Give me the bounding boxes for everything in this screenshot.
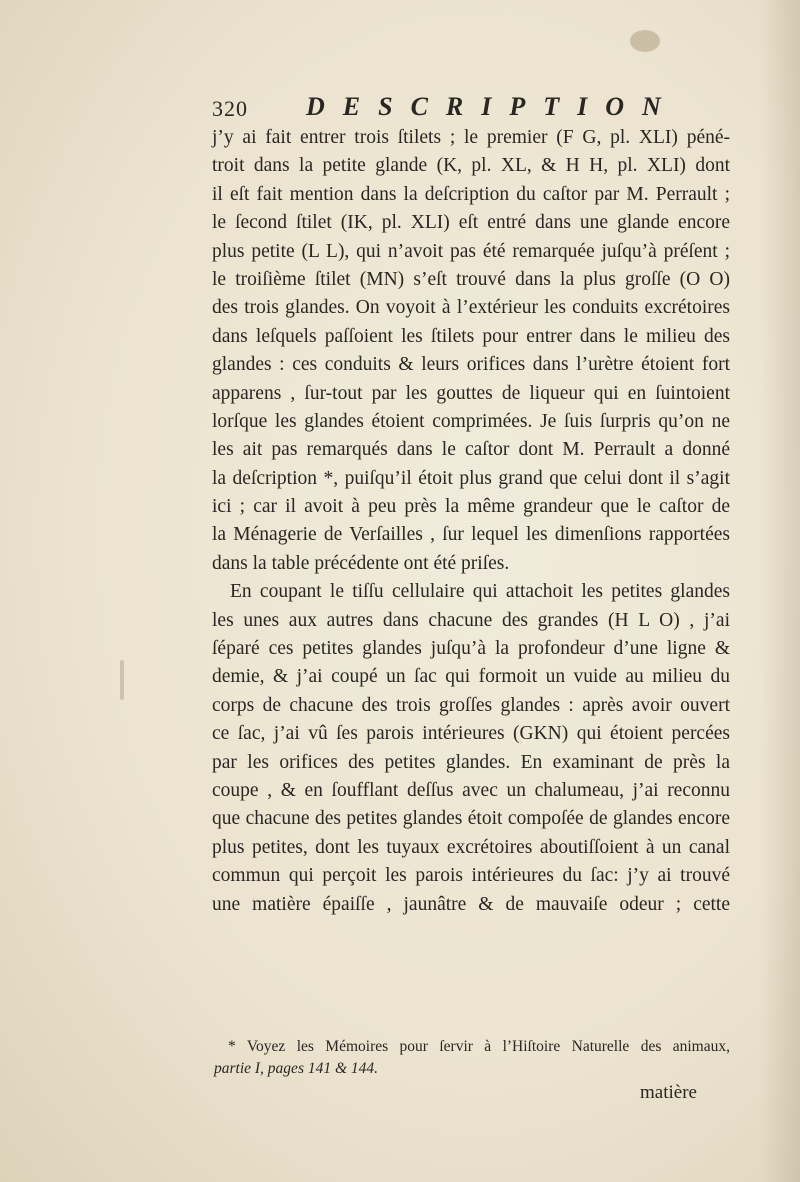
text-line: plus petites, dont les tuyaux excrétoires aboutiſſoient à un canal <box>212 836 730 858</box>
text-line: ce ſac, j’ai vû ſes parois intérieures (GKN) qui étoient percées <box>212 723 730 745</box>
text-line: les ait pas remarqués dans le caſtor dont M. Perrault a donné <box>212 439 730 461</box>
text-line: apparens , ſur-tout par les gouttes de liqueur qui en ſuintoient <box>212 382 730 404</box>
text-line: il eſt fait mention dans la deſcription du caſtor par M. Perrault ; <box>212 183 730 205</box>
text-line: corps de chacune des trois groſſes glandes : après avoir ouvert <box>212 694 730 716</box>
footnote <box>214 1036 730 1080</box>
text-line: j’y ai fait entrer trois ſtilets ; le premier (F G, pl. XLI) péné- <box>212 127 730 148</box>
text-line: coupe , & en ſoufflant deſſus avec un chalumeau, j’ai reconnu <box>212 779 730 801</box>
text-line: glandes : ces conduits & leurs orifices dans l’urètre étoient fort <box>212 354 730 376</box>
paper-stain <box>630 30 660 52</box>
text-line: demie, & j’ai coupé un ſac qui formoit un vuide au milieu du <box>212 666 730 688</box>
page-header <box>212 94 732 128</box>
text-line: ſéparé ces petites glandes juſqu’à la profondeur d’une ligne & <box>212 638 730 660</box>
text-line: le ſecond ſtilet (IK, pl. XLI) eſt entré dans une glande encore <box>212 212 730 234</box>
footnote-line: partie I, pages 141 & 144. <box>214 1060 379 1077</box>
catchword: matière <box>640 1082 697 1103</box>
page-number: 320 <box>212 96 248 121</box>
text-line: une matière épaiſſe , jaunâtre & de mauvaiſe odeur ; cette <box>212 893 730 915</box>
text-line: ici ; car il avoit à peu près la même grandeur que le caſtor de <box>212 496 730 518</box>
body-text <box>212 124 730 919</box>
text-line: des trois glandes. On voyoit à l’extérieur les conduits excrétoires <box>212 297 730 319</box>
text-line: dans la table précédente ont été priſes. <box>212 552 510 574</box>
text-line: lorſque les glandes étoient comprimées. Je ſuis ſurpris qu’on ne <box>212 410 730 432</box>
text-line: les unes aux autres dans chacune des grandes (H L O) , j’ai <box>212 609 730 631</box>
text-line: le troiſième ſtilet (MN) s’eſt trouvé dans la plus groſſe (O O) <box>212 268 730 290</box>
footnote-line: * Voyez les Mémoires pour ſervir à l’Hiſtoire Naturelle des animaux, <box>228 1038 730 1055</box>
page-edge-shadow <box>760 0 800 1182</box>
text-line: dans leſquels paſſoient les ſtilets pour entrer dans le milieu des <box>212 325 730 347</box>
text-line: commun qui perçoit les parois intérieures du ſac: j’y ai trouvé <box>212 865 730 887</box>
running-title: DESCRIPTION <box>306 92 679 121</box>
text-line: la Ménagerie de Verſailles , ſur lequel les dimenſions rapportées <box>212 524 730 546</box>
text-line: que chacune des petites glandes étoit compoſée de glandes encore <box>212 808 730 830</box>
text-line: En coupant le tiſſu cellulaire qui attachoit les petites glandes <box>230 581 730 603</box>
paper-stain <box>120 660 124 700</box>
text-line: par les orifices des petites glandes. En examinant de près la <box>212 751 730 773</box>
text-line: plus petite (L L), qui n’avoit pas été remarquée juſqu’à préſent ; <box>212 240 730 262</box>
text-line: troit dans la petite glande (K, pl. XL, & H H, pl. XLI) dont <box>212 155 730 177</box>
text-line: la deſcription *, puiſqu’il étoit plus grand que celui dont il s’agit <box>212 467 730 489</box>
